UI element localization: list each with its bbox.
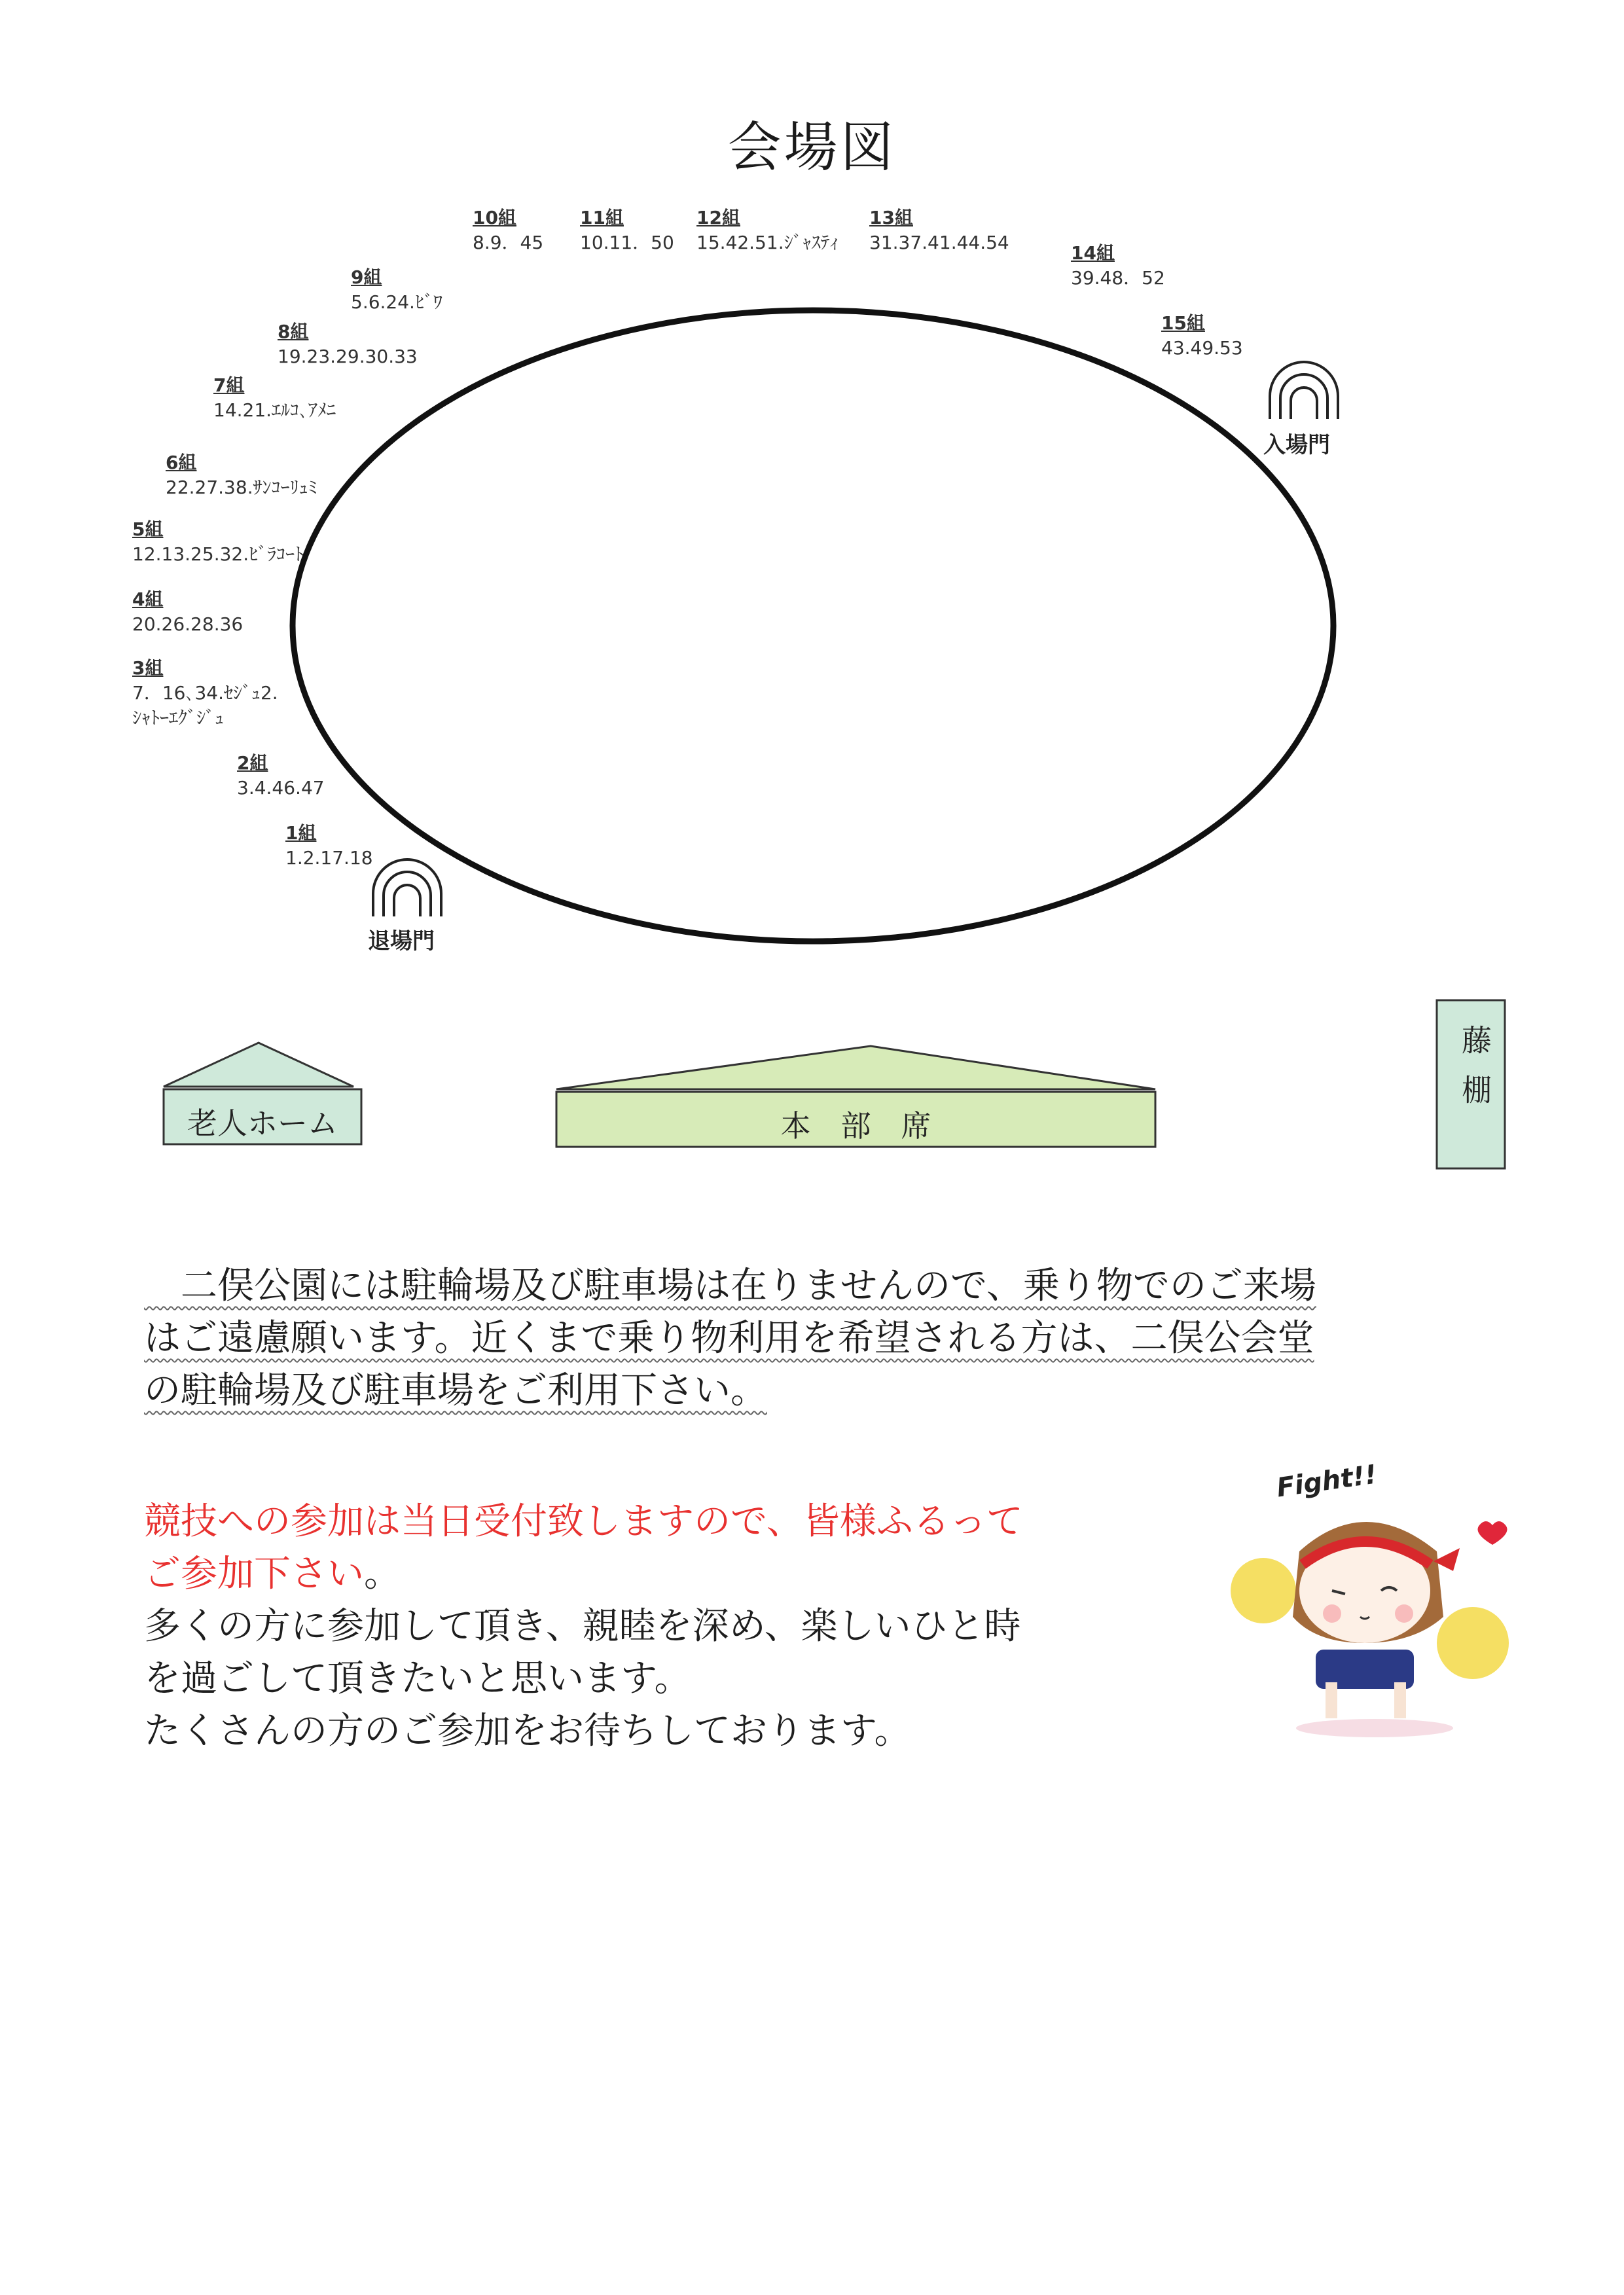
exit-gate-label: 退場門 [368, 928, 435, 954]
group-label: 4組 20.26.28.36 [132, 588, 244, 635]
group-label: 3組 7．16､34.ｾｼﾞｭ2. ｼｬﾄｰｴｸﾞｼﾞｭ [132, 657, 278, 729]
group-label: 1組 1.2.17.18 [285, 822, 373, 869]
cheerleader-girl-icon [1218, 1486, 1519, 1748]
entrance-gate-label: 入場門 [1263, 432, 1330, 458]
group-label: 13組 31.37.41.44.54 [869, 207, 1009, 253]
group-label: 12組 15.42.51.ｼﾞｬｽﾃｨ [696, 207, 839, 253]
group-label: 9組 5.6.24.ﾋﾞﾜ [351, 266, 442, 313]
group-label: 5組 12.13.25.32.ﾋﾞﾗｺｰﾄ [132, 518, 304, 565]
group-label: 14組 39.48．52 [1071, 242, 1165, 289]
group-label: 10組 8.9．45 [473, 207, 544, 253]
group-label: 6組 22.27.38.ｻﾝｺｰﾘｭﾐ [166, 452, 317, 498]
invitation-text: 競技への参加は当日受付致しますので、皆様ふるって ご参加下さい。 多くの方に参加して頂き、親睦を深め、楽しいひと時 を過ごして頂きたいと思います。 たくさんの方のご参加をお待ちしております。 [144, 1496, 1224, 1758]
nursing-home-label: 老人ホーム [187, 1106, 338, 1141]
entrance-gate-icon [1270, 362, 1338, 419]
group-label: 8組 19.23.29.30.33 [278, 321, 418, 367]
group-label: 11組 10.11．50 [580, 207, 674, 253]
track-oval [293, 310, 1333, 941]
group-label: 7組 14.21.ｴﾙｺ､ｱﾒﾆ [213, 374, 336, 421]
exit-gate-icon [373, 859, 441, 916]
parking-notice: 二俣公園には駐輪場及び駐車場は在りませんので、乗り物でのご来場 はご遠慮願います。近くまで乗り物利用を希望される方は、二俣公会堂 の駐輪場及び駐車場をご利用下さい。 [144, 1265, 1316, 1412]
page-title: 会場図 [727, 117, 897, 179]
group-label: 15組 43.49.53 [1161, 312, 1243, 359]
fight-caption: Fight!! [1274, 1459, 1379, 1504]
wisteria-label: 藤棚 [1457, 1024, 1492, 1124]
group-label: 2組 3.4.46.47 [237, 752, 325, 799]
invitation-highlight: 競技への参加は当日受付致しますので、皆様ふるって [144, 1500, 1023, 1543]
headquarters-label: 本 部 席 [780, 1108, 931, 1144]
